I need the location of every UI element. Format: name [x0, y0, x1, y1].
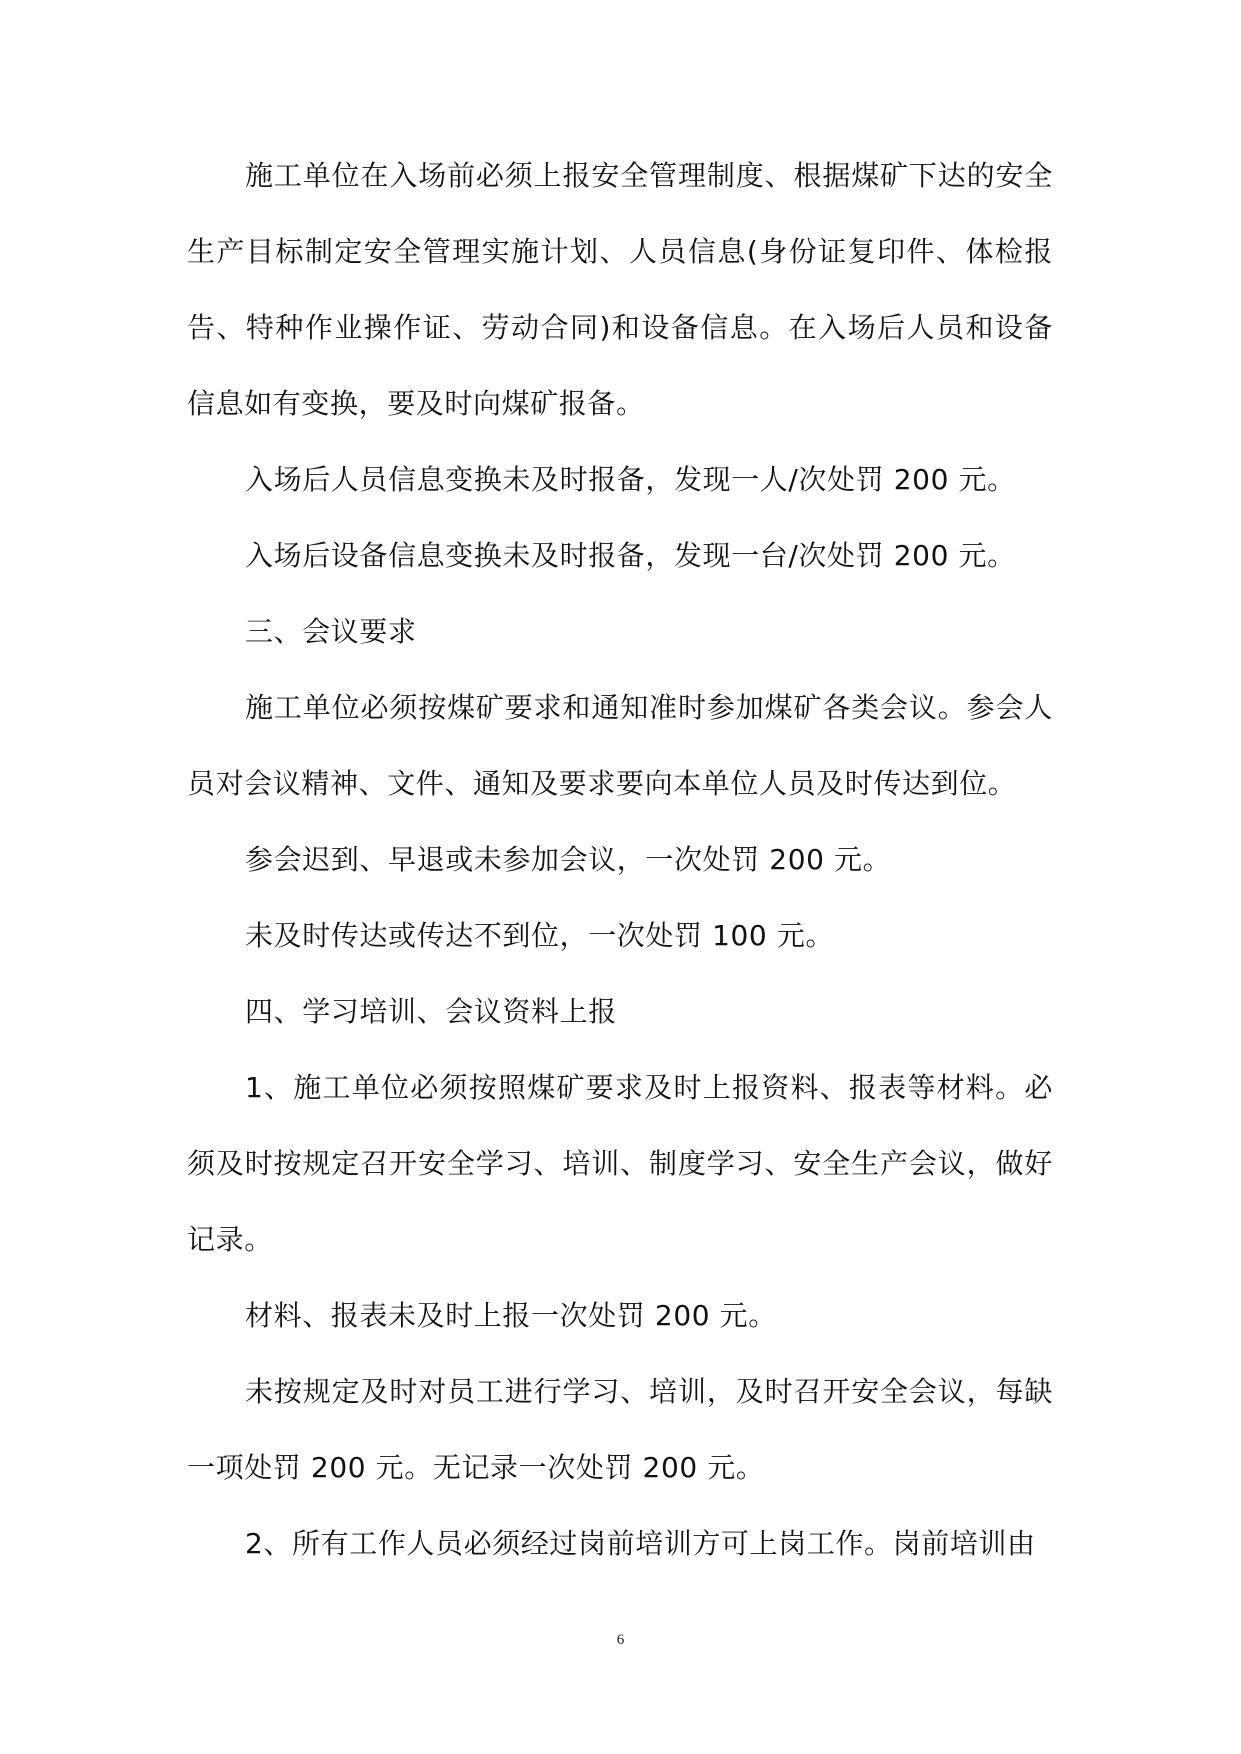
paragraph-entry-reporting: 施工单位在入场前必须上报安全管理制度、根据煤矿下达的安全生产目标制定安全管理实施计划、人员信息(身份证复印件、体检报告、特种作业操作证、劳动合同)和设备信息。在入场后人员和设备信息如有变换，要及时向煤矿报备。 — [187, 159, 1053, 420]
document-body — [187, 138, 1053, 1582]
paragraph-equipment-penalty: 入场后设备信息变换未及时报备，发现一台/次处罚 200 元。 — [245, 539, 1016, 572]
paragraph-pre-job-training: 2、所有工作人员必须经过岗前培训方可上岗工作。岗前培训由 — [245, 1527, 1036, 1560]
paragraph-materials-reporting: 1、施工单位必须按照煤矿要求及时上报资料、报表等材料。必须及时按规定召开安全学习、培训、制度学习、安全生产会议，做好记录。 — [187, 1071, 1053, 1256]
paragraph-personnel-penalty: 入场后人员信息变换未及时报备，发现一人/次处罚 200 元。 — [245, 463, 1016, 496]
paragraph-materials-penalty: 材料、报表未及时上报一次处罚 200 元。 — [245, 1299, 777, 1332]
paragraph-meeting-attendance: 施工单位必须按煤矿要求和通知准时参加煤矿各类会议。参会人员对会议精神、文件、通知及要求要向本单位人员及时传达到位。 — [187, 691, 1053, 800]
paragraph-late-penalty: 参会迟到、早退或未参加会议，一次处罚 200 元。 — [245, 843, 892, 876]
page-number: 6 — [616, 1632, 625, 1648]
paragraph-relay-penalty: 未及时传达或传达不到位，一次处罚 100 元。 — [245, 919, 835, 952]
section-heading-training-reporting: 四、学习培训、会议资料上报 — [245, 995, 617, 1028]
section-heading-meeting-requirements: 三、会议要求 — [245, 615, 417, 648]
paragraph-training-penalty: 未按规定及时对员工进行学习、培训，及时召开安全会议，每缺一项处罚 200 元。无记录一次处罚 200 元。 — [187, 1375, 1053, 1484]
